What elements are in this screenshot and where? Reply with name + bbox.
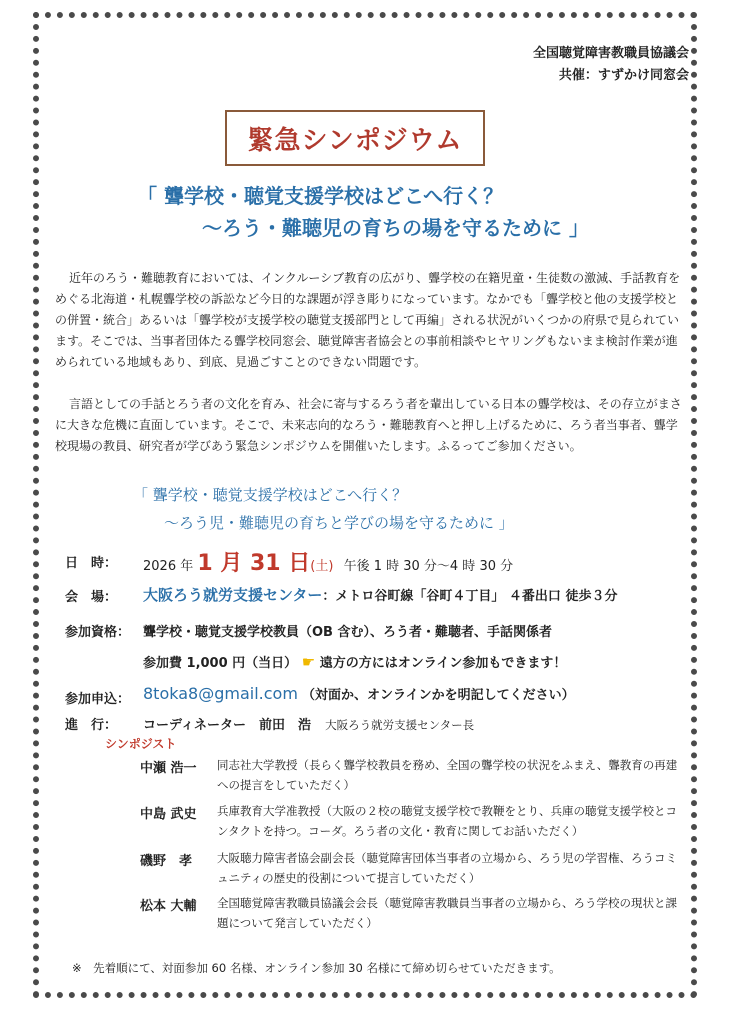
venue-access: ：メトロ谷町線「谷町４丁目」 ４番出口 徒歩３分 [322,589,618,604]
subtitle-line2: ～ろう児・難聴児の育ちと学びの場を守るために 」 [164,514,514,532]
date-month-day: 1 月 31 日 [197,551,311,576]
symposist-name-3: 磯野 孝 [140,854,193,869]
event-title: 緊急シンポジウム [247,125,463,156]
symposist-name-1: 中瀬 浩一 [140,761,197,776]
event-title-box [225,110,485,166]
main-title-line2: ～ろう・難聴児の育ちの場を守るために 」 [202,216,589,240]
subtitle-line1: 「 聾学校・聴覚支援学校はどこへ行く？ [133,486,408,504]
symposists-heading: シンポジスト [105,737,177,751]
date-label: 日 時： [65,556,118,571]
symposist-name-2: 中島 武史 [140,807,197,822]
apply-email[interactable]: 8toka8@gmail.com [143,684,298,703]
symposist-name-4: 松本 大輔 [140,899,197,914]
pointing-hand-icon: ☛ [301,653,316,671]
apply-note: （対面か、オンラインかを明記してください） [302,688,575,703]
main-title-line1: 「 聾学校・聴覚支援学校はどこへ行く？ [137,184,504,208]
body-paragraph-1: 近年のろう・難聴教育においては、インクルーシブ教育の広がり、聾学校の在籍児童・生徒数の激減、手話教育をめぐる北海道・札幌聾学校の訴訟など今日的な課題が浮き彫りになっています。なかでも「聾学校と他の支援学校との併置・統合」あるいは「聾学校が支援学校の聴覚支援部門として再編」される状況がいくつかの府県で見られています。そこでは、当事者団体たる聾学校同窓会、聴覚障害者協会との事前相談やヒヤリングもないまま検討作業が進められている地域もあり、到底、見過ごすことのできない問題です。 [55,271,681,369]
symposist-desc-4: 全国聴覚障害教職員協議会会長（聴覚障害教職員当事者の立場から、ろう学校の現状と課題について発言していただく） [217,896,677,930]
date-time: 午後 1 時 30 分～4 時 30 分 [343,559,514,574]
body-paragraph-2: 言語としての手話とろう者の文化を育み、社会に寄与するろう者を輩出している日本の聾学校は、その存立がまさに大きな危機に直面しています。そこで、未来志向的なろう・難聴教育へと押し上げるために、ろう者当事者、聾学校現場の教員、研究者が学びあう緊急シンポジウムを開催いたします。ふるってご参加ください。 [55,397,682,453]
coordinator-affiliation: 大阪ろう就労支援センター長 [325,718,475,732]
coordinator-name: コーディネーター 前田 浩 [143,718,311,733]
venue-name: 大阪ろう就労支援センター [143,586,323,604]
venue-value [143,584,617,605]
cosponsor: 共催：すずかけ同窓会 [558,68,689,83]
venue-label: 会 場： [65,590,118,605]
coordinator-label: 進 行： [65,718,118,733]
apply-label: 参加申込： [65,692,131,707]
apply-row [143,684,575,703]
organizer: 全国聴覚障害教職員協議会 [532,46,689,61]
coordinator-row [143,714,474,733]
eligibility-label: 参加資格： [65,625,131,640]
fee-text: 参加費 1,000 円（当日） [143,656,298,671]
symposist-desc-1: 同志社大学教授（長らく聾学校教員を務め、全国の聾学校の状況をふまえ、聾教育の再建への提言をしていただく） [217,758,678,792]
date-weekday: (土) [310,559,334,574]
symposist-desc-2: 兵庫教育大学准教授（大阪の２校の聴覚支援学校で教鞭をとり、兵庫の聴覚支援学校とコンタクトを持つ。コーダ。ろう者の文化・教育に関してお話いただく） [217,804,677,838]
date-value [143,546,513,577]
eligibility-value: 聾学校・聴覚支援学校教員（OB 含む）、ろう者・難聴者、手話関係者 [143,625,552,640]
date-year: 2026 年 [143,559,194,574]
symposist-desc-3: 大阪聴力障害者協会副会長（聴覚障害団体当事者の立場から、ろう児の学習権、ろうコミュニティの歴史的役割について提言していただく） [217,851,677,885]
online-note: 遠方の方にはオンライン参加もできます！ [319,656,567,671]
fee-row [143,652,566,671]
footnote: ※ 先着順にて、対面参加 60 名様、オンライン参加 30 名様にて締め切らせていただきます。 [72,961,561,975]
